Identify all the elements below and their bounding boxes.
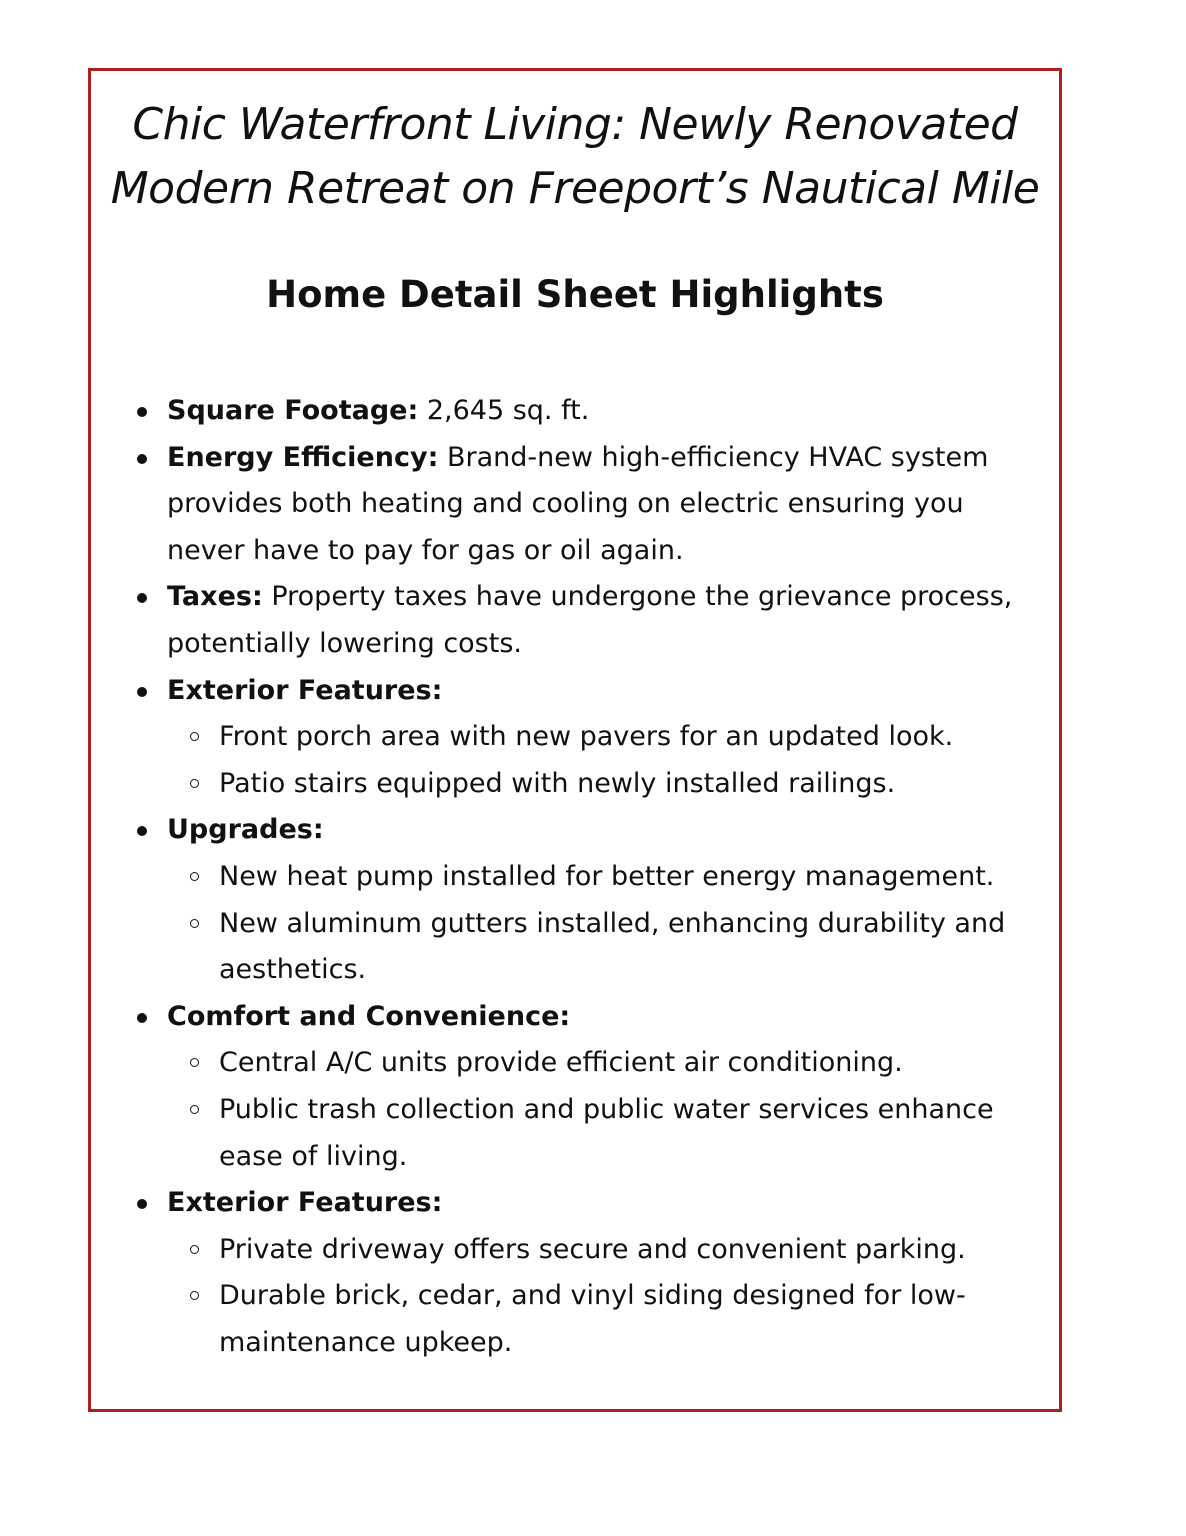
sub-item-text: Central A/C units provide efficient air conditioning. (219, 1047, 903, 1079)
circle-bullet-icon (190, 1058, 199, 1067)
page-title (91, 93, 1059, 221)
sub-list (167, 1040, 1047, 1180)
bullet-icon (137, 687, 147, 697)
item-label: Exterior Features: (167, 674, 443, 706)
list-item-taxes (167, 574, 1047, 667)
highlights-list (167, 388, 1047, 1366)
sub-item-text: Front porch area with new pavers for an updated look. (219, 721, 954, 753)
circle-bullet-icon (190, 732, 199, 741)
title-line-2: Modern Retreat on Freeport’s Nautical Mile (110, 163, 1040, 214)
sub-item-text: Patio stairs equipped with newly installed railings. (219, 767, 896, 799)
sub-item-text: Durable brick, cedar, and vinyl siding designed for low-maintenance upkeep. (219, 1280, 966, 1358)
bullet-icon (137, 454, 147, 464)
list-item-square-footage (167, 388, 1047, 435)
item-label: Square Footage: (167, 395, 419, 426)
list-item-upgrades (167, 807, 1047, 993)
sub-list-item (219, 854, 1047, 901)
list-item-exterior-features (167, 668, 1047, 808)
sub-list (167, 854, 1047, 994)
sub-list-item (219, 714, 1047, 761)
sub-item-text: New aluminum gutters installed, enhancing durability and aesthetics. (219, 907, 1006, 986)
sub-item-text: Public trash collection and public water services enhance ease of living. (219, 1093, 994, 1172)
item-text: Brand-new high-efficiency HVAC system provides both heating and cooling on electric ensuring you never have to pay for gas or oil again. (167, 441, 989, 566)
item-label: Exterior Features: (167, 1187, 443, 1219)
circle-bullet-icon (190, 1105, 199, 1114)
circle-bullet-icon (190, 779, 199, 788)
item-text: 2,645 sq. ft. (418, 395, 590, 426)
sub-list-item (219, 901, 1047, 994)
bullet-icon (137, 1199, 147, 1209)
item-label: Taxes: (167, 581, 263, 613)
sub-item-text: New heat pump installed for better energy management. (219, 860, 995, 892)
item-label: Upgrades: (167, 814, 324, 846)
sub-list (167, 1227, 1047, 1367)
sub-list-item (219, 1273, 1047, 1366)
list-item-energy-efficiency (167, 435, 1047, 575)
sub-list-item (219, 1227, 1047, 1274)
circle-bullet-icon (190, 919, 199, 928)
bullet-icon (137, 1013, 147, 1023)
circle-bullet-icon (190, 872, 199, 881)
sub-item-text: Private driveway offers secure and convenient parking. (219, 1233, 966, 1265)
circle-bullet-icon (190, 1245, 199, 1254)
bullet-icon (137, 407, 147, 417)
circle-bullet-icon (190, 1291, 199, 1300)
item-label: Energy Efficiency: (167, 441, 439, 473)
item-text: Property taxes have undergone the grievance process, potentially lowering costs. (167, 581, 1013, 659)
bullet-icon (137, 593, 147, 603)
sub-list-item (219, 761, 1047, 808)
list-item-comfort-convenience (167, 994, 1047, 1180)
sub-list-item (219, 1087, 1047, 1180)
bullet-icon (137, 826, 147, 836)
highlights-frame (88, 68, 1062, 1412)
sub-list-item (219, 1040, 1047, 1087)
sub-list (167, 714, 1047, 807)
item-label: Comfort and Convenience: (167, 1000, 571, 1032)
list-item-exterior-features-2 (167, 1180, 1047, 1366)
section-heading: Home Detail Sheet Highlights (266, 273, 884, 316)
title-line-1: Chic Waterfront Living: Newly Renovated (132, 99, 1018, 150)
